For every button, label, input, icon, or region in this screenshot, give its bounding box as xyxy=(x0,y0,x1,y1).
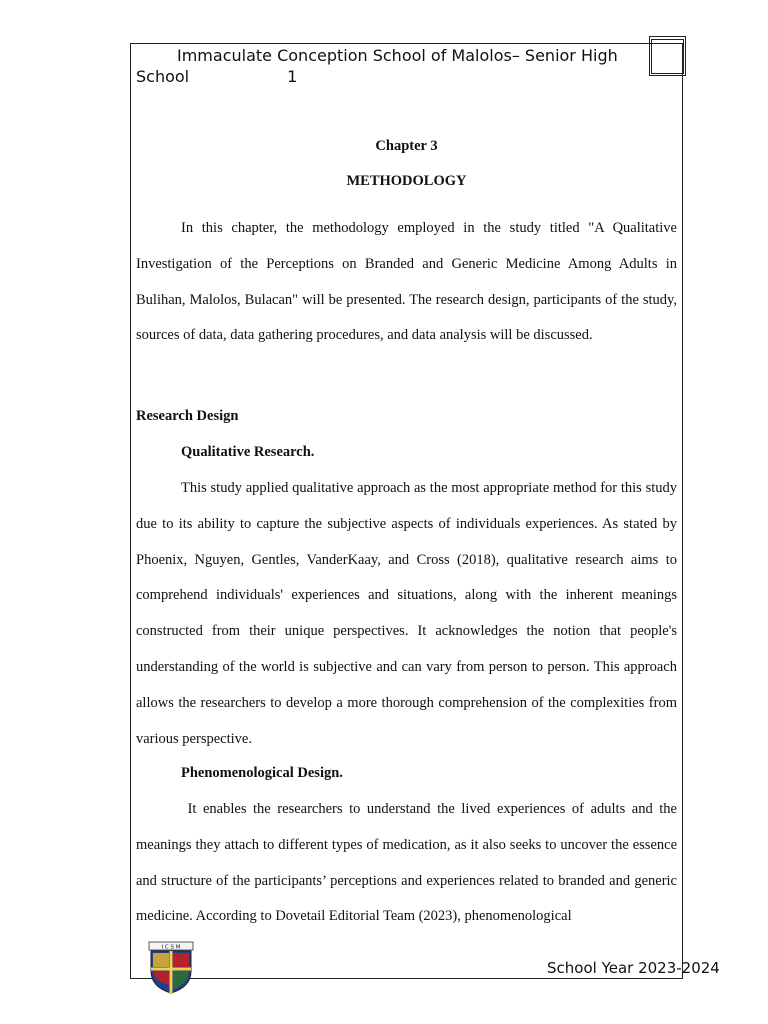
phenomenological-heading: Phenomenological Design. xyxy=(181,765,343,781)
phenomenological-text: It enables the researchers to understand the lived experiences of adults and the meanings they attach to different types of medication, as it also seeks to uncover the essence and structure of the participants’ perceptions and experiences related to branded and generic medicine. According to Dovetail Editorial Team (2023), phenomenological xyxy=(136,801,677,925)
crest-lettering: I C S M xyxy=(161,944,181,951)
qualitative-text: This study applied qualitative approach as the most appropriate method for this study due to its ability to capture the subjective aspects of individuals experiences. As stated by Phoenix, Nguyen, Gentles, VanderKaay, and Cross (2018), qualitative research aims to comprehend individuals' experiences and situations, along with the inherent meanings constructed from their unique perspectives. It acknowledges the notion that people's understanding of the world is subjective and can vary from person to person. This approach allows the researchers to develop a more thorough comprehension of the complexities from various perspective. xyxy=(136,480,677,747)
school-name-cont: School xyxy=(136,67,190,86)
qualitative-paragraph xyxy=(136,471,677,757)
school-year: School Year 2023-2024 xyxy=(547,959,720,977)
intro-text: In this chapter, the methodology employed in the study titled "A Qualitative Investigation of the Perceptions on Branded and Generic Medicine Among Adults in Bulihan, Malolos, Bulacan" will be presented. The research design, participants of the study, sources of data, data gathering procedures, and data analysis will be discussed. xyxy=(136,220,677,344)
page-number: 1 xyxy=(287,67,298,86)
chapter-number: Chapter 3 xyxy=(375,138,438,154)
chapter-title: METHODOLOGY xyxy=(346,173,467,189)
qualitative-heading: Qualitative Research. xyxy=(181,444,315,460)
page-header xyxy=(136,45,646,87)
intro-paragraph xyxy=(136,211,677,354)
school-name: Immaculate Conception School of Malolos– Senior High xyxy=(177,46,618,65)
research-design-heading: Research Design xyxy=(136,408,239,424)
phenomenological-paragraph xyxy=(136,792,677,935)
school-crest-icon xyxy=(146,941,196,995)
corner-box-inner xyxy=(651,39,684,74)
